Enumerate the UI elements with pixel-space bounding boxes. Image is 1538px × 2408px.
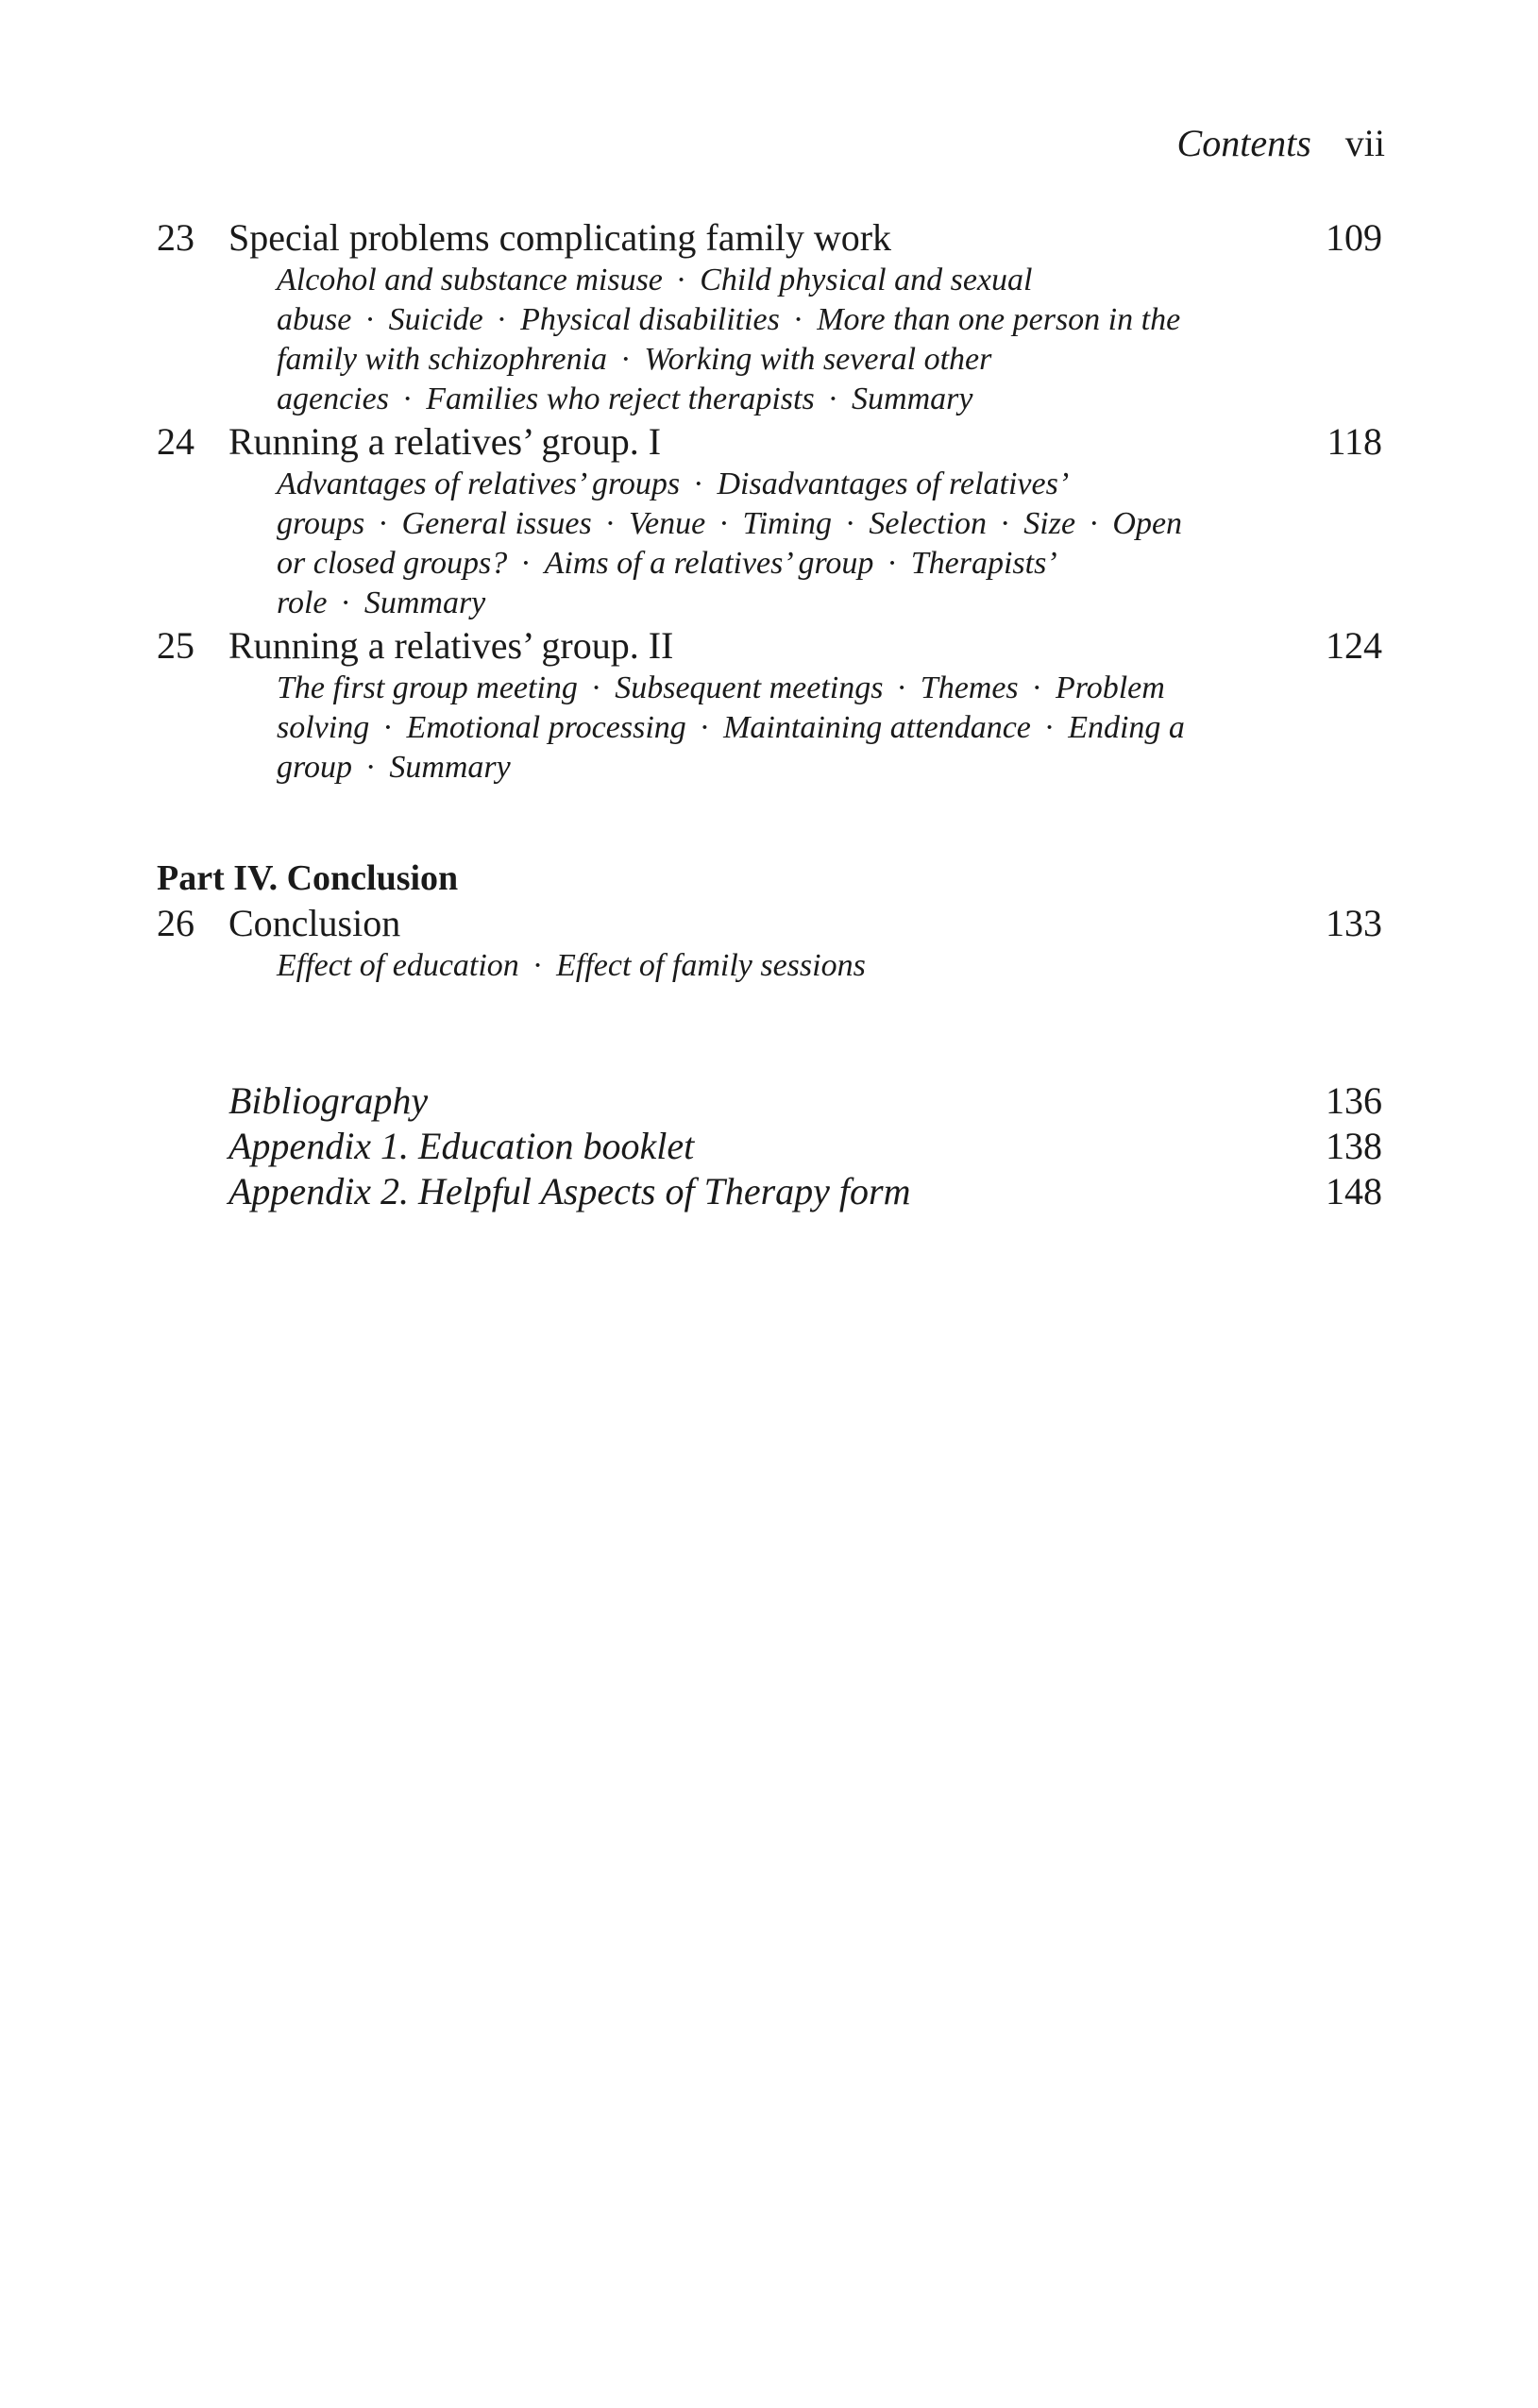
chapter-topics-line xyxy=(277,504,1182,544)
topic-separator: · xyxy=(693,466,704,501)
topic: Subsequent meetings xyxy=(615,670,884,705)
back-matter-title: Appendix 2. Helpful Aspects of Therapy form xyxy=(228,1170,911,1212)
topic: Ending a xyxy=(1068,710,1185,745)
toc-entry-bibliography[interactable] xyxy=(157,1078,1382,1124)
topic: role xyxy=(277,585,328,620)
page-number: vii xyxy=(1344,122,1385,164)
topic-separator: · xyxy=(792,302,804,337)
topic: Therapists’ xyxy=(910,546,1057,581)
back-matter-title: Appendix 1. Education booklet xyxy=(228,1125,695,1167)
topic: family with schizophrenia xyxy=(277,342,608,377)
toc-entry-appendix-2[interactable] xyxy=(157,1169,1382,1214)
chapter-topics-line xyxy=(277,544,1057,584)
chapter-title: Running a relatives’ group. I xyxy=(228,420,662,463)
toc-entry-26[interactable] xyxy=(157,899,1382,948)
chapter-number: 24 xyxy=(157,420,194,463)
topic-separator: · xyxy=(364,302,376,337)
topic: Open xyxy=(1112,506,1183,541)
topic: Effect of family sessions xyxy=(556,948,866,983)
chapter-topics-line xyxy=(277,261,1032,300)
topic-separator: · xyxy=(896,670,907,705)
toc-entry-25[interactable] xyxy=(157,621,1382,670)
topic: Disadvantages of relatives’ xyxy=(717,466,1070,501)
back-matter-page: 148 xyxy=(1326,1170,1382,1212)
topic-separator: · xyxy=(1031,670,1042,705)
chapter-topics-line xyxy=(277,340,991,380)
topic-separator: · xyxy=(401,382,414,416)
topic-separator: · xyxy=(382,710,394,745)
topic-separator: · xyxy=(620,342,632,377)
chapter-title: Conclusion xyxy=(228,902,401,944)
chapter-topics-line xyxy=(277,584,485,623)
topic: Themes xyxy=(920,670,1019,705)
chapter-title: Special problems complicating family work xyxy=(228,216,892,259)
topic-separator: · xyxy=(887,546,898,581)
topic-separator: · xyxy=(340,585,351,620)
topic-separator: · xyxy=(532,948,544,983)
chapter-topics-line xyxy=(277,748,511,788)
topic: group xyxy=(277,750,352,785)
topic-separator: · xyxy=(364,750,377,785)
topic-separator: · xyxy=(699,710,711,745)
topic-separator: · xyxy=(675,263,687,297)
back-matter-title: Bibliography xyxy=(228,1079,429,1122)
topic: Problem xyxy=(1056,670,1165,705)
topic: Emotional processing xyxy=(406,710,686,745)
toc-entry-24[interactable] xyxy=(157,417,1382,466)
topic: General issues xyxy=(401,506,592,541)
topic: Suicide xyxy=(388,302,483,337)
topic: The first group meeting xyxy=(277,670,578,705)
topic: groups xyxy=(277,506,365,541)
chapter-topics-line xyxy=(277,300,1180,340)
running-head-title: Contents xyxy=(1176,122,1311,164)
topic-separator: · xyxy=(827,382,839,416)
topic: or closed groups? xyxy=(277,546,508,581)
part-heading: Part IV. Conclusion xyxy=(157,858,459,898)
topic: More than one person in the xyxy=(817,302,1181,337)
chapter-page: 133 xyxy=(1326,902,1382,944)
topic-separator: · xyxy=(718,506,730,541)
topic: Summary xyxy=(389,750,511,785)
chapter-number: 23 xyxy=(157,216,194,259)
topic: Size xyxy=(1023,506,1076,541)
topic: abuse xyxy=(277,302,352,337)
chapter-topics-line xyxy=(277,946,866,986)
chapter-topics-line xyxy=(277,380,972,419)
chapter-topics-line xyxy=(277,669,1165,708)
topic: Selection xyxy=(869,506,987,541)
topic: Working with several other xyxy=(644,342,992,377)
back-matter-page: 138 xyxy=(1326,1125,1382,1167)
topic: Maintaining attendance xyxy=(723,710,1031,745)
chapter-topics-line xyxy=(277,465,1069,504)
topic-separator: · xyxy=(520,546,532,581)
topic: solving xyxy=(277,710,370,745)
topic: Summary xyxy=(363,585,486,620)
chapter-topics-line xyxy=(277,708,1185,748)
chapter-page: 124 xyxy=(1326,624,1382,667)
running-head xyxy=(1177,121,1385,166)
topic: Summary xyxy=(852,382,973,416)
topic-separator: · xyxy=(1089,506,1100,541)
topic: Advantages of relatives’ groups xyxy=(277,466,681,501)
topic: Families who reject therapists xyxy=(426,382,815,416)
chapter-number: 25 xyxy=(157,624,194,667)
topic-separator: · xyxy=(845,506,856,541)
topic-separator: · xyxy=(604,506,617,541)
topic: agencies xyxy=(277,382,389,416)
topic: Alcohol and substance misuse xyxy=(277,263,663,297)
chapter-number: 26 xyxy=(157,902,194,944)
toc-entry-appendix-1[interactable] xyxy=(157,1124,1382,1169)
topic: Venue xyxy=(629,506,706,541)
topic: Timing xyxy=(742,506,833,541)
topic-separator: · xyxy=(378,506,389,541)
chapter-page: 109 xyxy=(1326,216,1382,259)
topic: Effect of education xyxy=(277,948,519,983)
toc-entry-23[interactable] xyxy=(157,213,1382,263)
topic: Aims of a relatives’ group xyxy=(544,546,874,581)
topic-separator: · xyxy=(1043,710,1056,745)
topic: Physical disabilities xyxy=(520,302,780,337)
topic-separator: · xyxy=(496,302,508,337)
topic: Child physical and sexual xyxy=(700,263,1033,297)
topic-separator: · xyxy=(999,506,1011,541)
topic-separator: · xyxy=(590,670,602,705)
back-matter-page: 136 xyxy=(1326,1079,1382,1122)
chapter-title: Running a relatives’ group. II xyxy=(228,624,674,667)
chapter-page: 118 xyxy=(1327,420,1382,463)
